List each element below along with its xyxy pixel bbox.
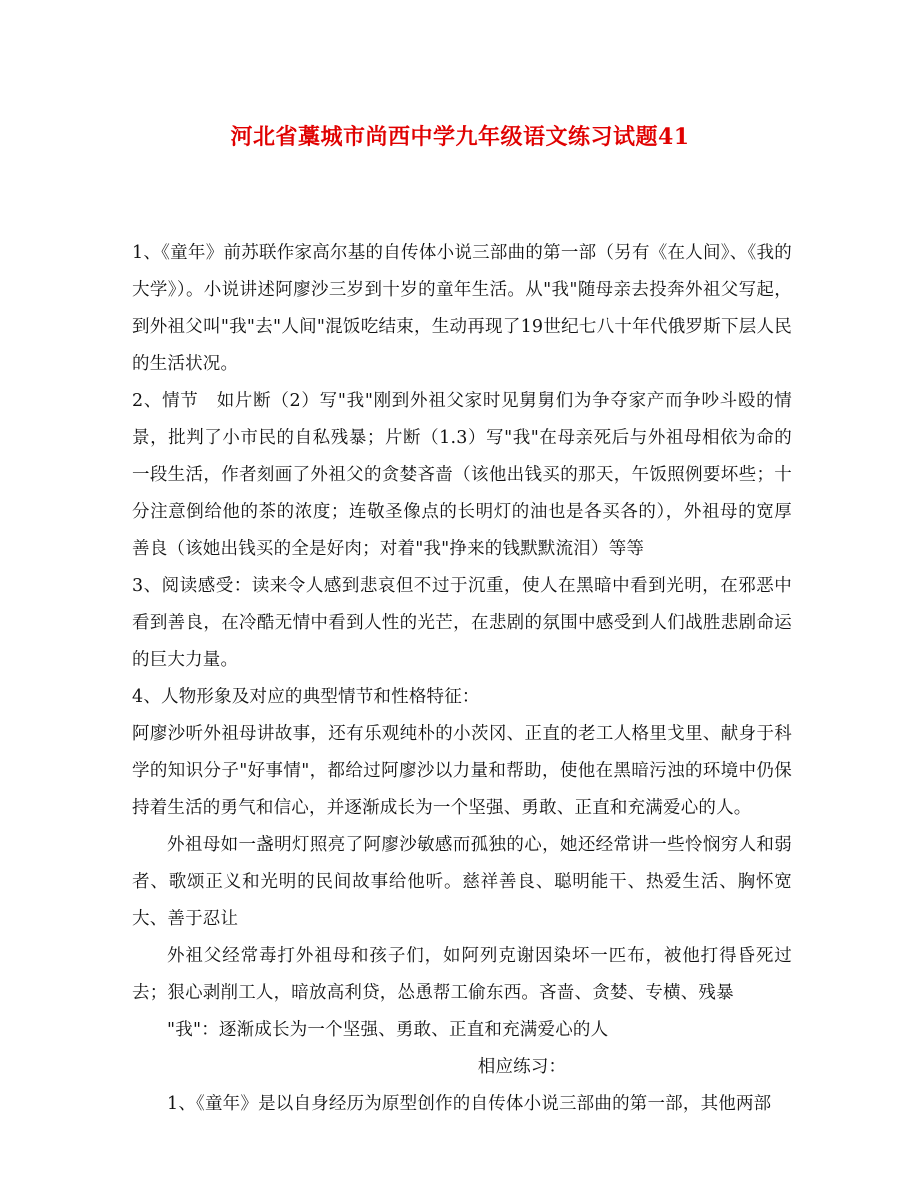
paragraph-7: 外祖父经常毒打外祖母和孩子们，如阿列克谢因染坏一匹布，被他打得昏死过去；狠心剥削工人，暗放高利贷，怂恿帮工偷东西。吝啬、贪婪、专横、残暴 <box>132 946 792 1003</box>
paragraph-6: 外祖母如一盏明灯照亮了阿廖沙敏感而孤独的心，她还经常讲一些怜悯穷人和弱者、歌颂正义和光明的民间故事给他听。慈祥善良、聪明能干、热爱生活、胸怀宽大、善于忍让 <box>132 835 792 929</box>
paragraph-2: 2、情节 如片断（2）写"我"刚到外祖父家时见舅舅们为争夺家产而争吵斗殴的情景，批判了小市民的自私残暴；片断（1.3）写"我"在母亲死后与外祖母相依为命的一段生活，作者刻画了外祖父的贪婪吝啬（该他出钱买的那天，午饭照例要坏些；十分注意倒给他的茶的浓度；连敬圣像点的长明灯的油也是各买各的），外祖母的宽厚善良（该她出钱买的全是好肉；对着"我"挣来的钱默默流泪）等等 <box>132 391 792 559</box>
paragraph-5: 阿廖沙听外祖母讲故事，还有乐观纯朴的小茨冈、正直的老工人格里戈里、献身于科学的知识分子"好事情"，都给过阿廖沙以力量和帮助，使他在黑暗污浊的环境中仍保持着生活的勇气和信心，并逐渐成长为一个坚强、勇敢、正直和充满爱心的人。 <box>132 724 792 818</box>
paragraph-10: 1、《童年》是以自身经历为原型创作的自传体小说三部曲的第一部，其他两部 <box>167 1094 772 1114</box>
document-body <box>132 235 792 1123</box>
paragraph-3: 3、阅读感受：读来令人感到悲哀但不过于沉重，使人在黑暗中看到光明，在邪恶中看到善良，在冷酷无情中看到人性的光芒，在悲剧的氛围中感受到人们战胜悲剧命运的巨大力量。 <box>132 576 792 670</box>
paragraph-8: "我"：逐渐成长为一个坚强、勇敢、正直和充满爱心的人 <box>167 1020 609 1040</box>
paragraph-1: 1、《童年》前苏联作家高尔基的自传体小说三部曲的第一部（另有《在人间》、《我的大学》）。小说讲述阿廖沙三岁到十岁的童年生活。从"我"随母亲去投奔外祖父写起，到外祖父叫"我"去"人间"混饭吃结束，生动再现了19世纪七八十年代俄罗斯下层人民的生活状况。 <box>132 243 792 374</box>
exercise-heading: 相应练习： <box>477 1057 567 1077</box>
paragraph-4: 4、人物形象及对应的典型情节和性格特征： <box>132 687 480 707</box>
document-title: 河北省藁城市尚西中学九年级语文练习试题41 <box>230 124 690 150</box>
